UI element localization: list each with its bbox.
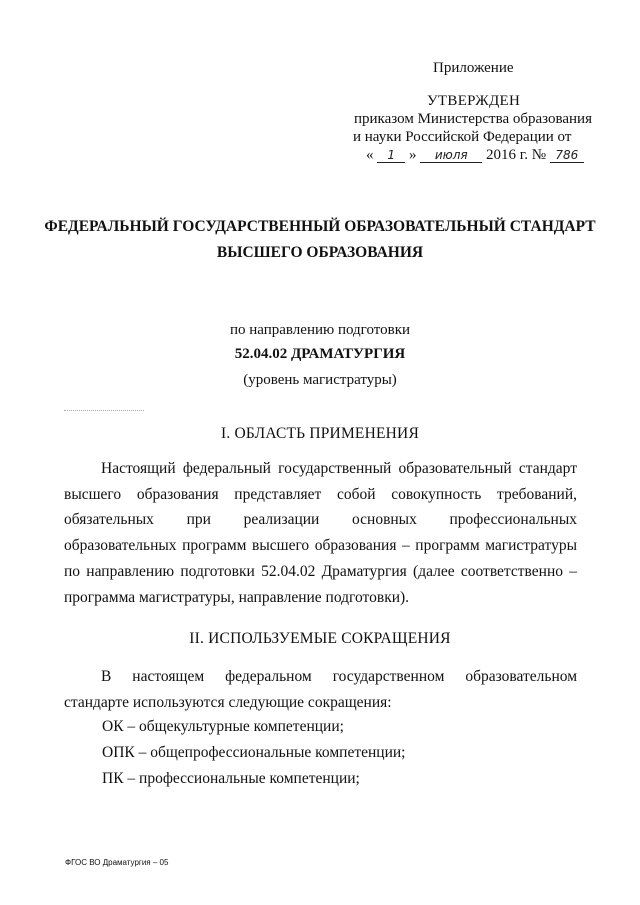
abbreviation-item-pk: ПК – профессиональные компетенции; [102,770,360,787]
date-close-quote: » [409,147,417,163]
direction-intro: по направлению подготовки [229,322,411,338]
section-2-heading: II. ИСПОЛЬЗУЕМЫЕ СОКРАЩЕНИЯ [189,630,451,647]
standard-title-line-1: ФЕДЕРАЛЬНЫЙ ГОСУДАРСТВЕННЫЙ ОБРАЗОВАТЕЛЬНЫЙ СТАНДАРТ [44,218,596,235]
approved-label: УТВЕРЖДЕН [427,93,521,109]
date-month: июля [420,149,482,163]
section-2-paragraph: В настоящем федеральном государственном образовательном стандарте используются следующие сокращения: [64,668,577,711]
order-line-1: приказом Министерства образования [354,111,592,127]
standard-title-line-2: ВЫСШЕГО ОБРАЗОВАНИЯ [216,244,424,261]
appendix-label: Приложение [433,60,514,76]
section-1-paragraph: Настоящий федеральный государственный образовательный стандарт высшего образования представляет собой совокупность требований, обязательных при реализации основных профессиональных образовательных программ высшего образования – программ магистратуры по направлению подготовки 52.04.02 Драматургия (далее соответственно – программа магистратуры, направление подготовки). [64,460,577,606]
date-day: 1 [377,149,405,163]
direction-level: (уровень магистратуры) [243,372,397,388]
order-line-2: и науки Российской Федерации от [353,129,572,145]
abbreviation-item-opk: ОПК – общепрофессиональные компетенции; [102,744,406,761]
date-open-quote: « [366,147,374,163]
direction-code: 52.04.02 ДРАМАТУРГИЯ [234,346,406,362]
abbreviation-item-ok: ОК – общекультурные компетенции; [102,718,344,735]
page-footer: ФГОС ВО Драматургия – 05 [65,858,169,867]
order-number: 786 [550,149,584,163]
scan-artifact-divider [64,410,144,411]
section-1-heading: I. ОБЛАСТЬ ПРИМЕНЕНИЯ [221,425,419,442]
date-year: 2016 г. № [486,147,547,163]
order-date-line [366,147,584,164]
